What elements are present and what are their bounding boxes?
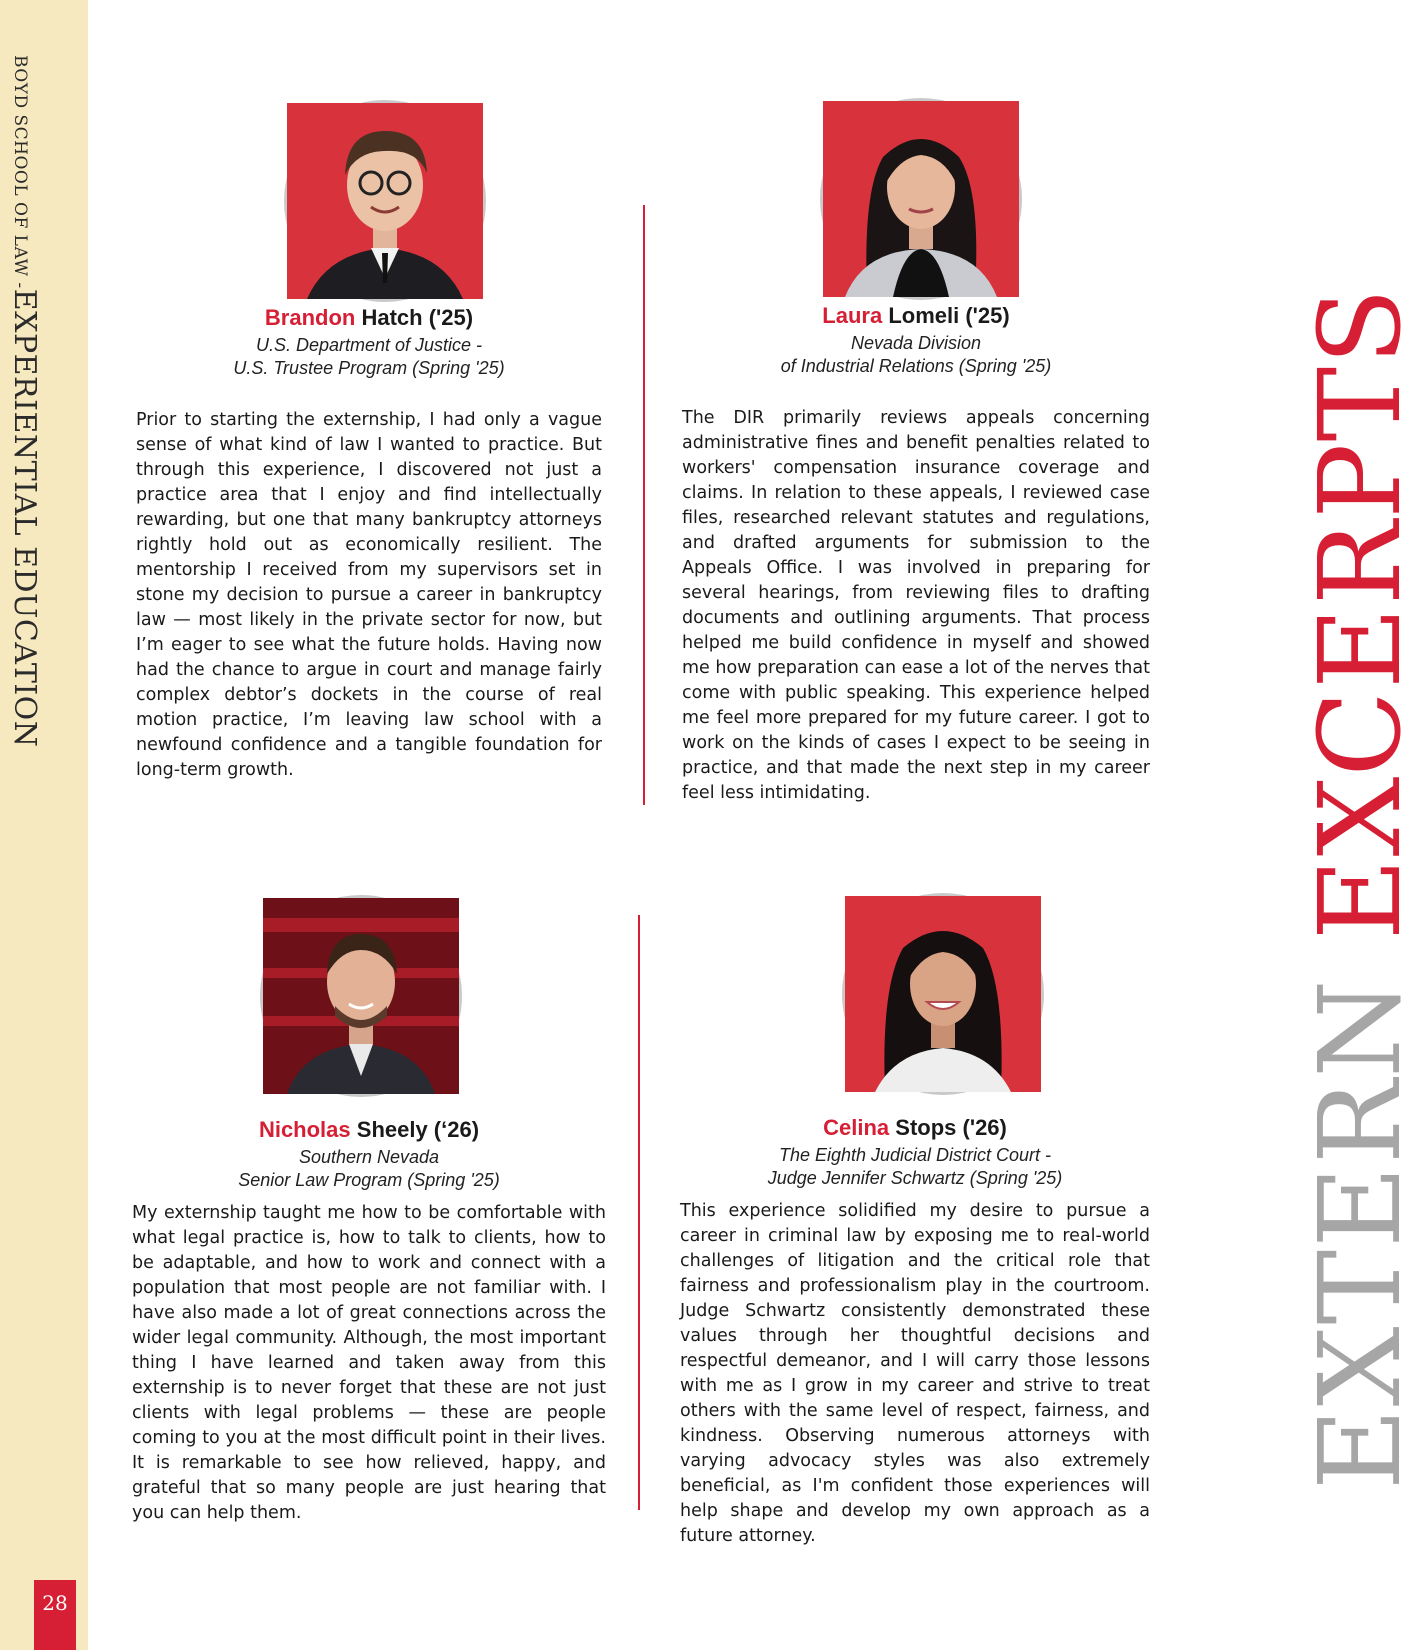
column-divider-bottom bbox=[638, 915, 640, 1510]
portrait-photo bbox=[260, 895, 462, 1097]
excerpt-body: This experience solidified my desire to pursue a career in criminal law by exposing me to real-world challenges of litigation and the critical role that fairness and professionalism play in the courtroom. Judge Schwartz consistently demonstrated these values through her thoughtful decisions and respectful demeanor, and I will carry those lessons with me as I grow in my career and strive to treat others with the same level of respect, fairness, and kindness. Observing numerous attorneys with varying advocacy styles was also extremely beneficial, as I'm confident those experiences will help shape and develop my own approach as a future attorney. bbox=[680, 1201, 1150, 1546]
school-name: BOYD SCHOOL OF LAW - bbox=[10, 55, 30, 289]
excerpt-role-line-1: Southern Nevada bbox=[298, 1147, 440, 1167]
page-number: 28 bbox=[34, 1580, 76, 1650]
excerpt-body: The DIR primarily reviews appeals concerning administrative fines and benefit penalties related to workers' compensation insurance coverage and claims. In relation to these appeals, I reviewed case files, researched relevant statutes and regulations, and drafted arguments for submission to the Appeals Office. I was involved in preparing for several hearings, from reviewing files to drafting documents and outlining arguments. That process helped me build confidence in myself and showed me how preparation can ease a lot of the nerves that come with public speaking. This experience helped me feel more prepared for my future career. I got to work on the kinds of cases I expect to be seeing in practice, and that made the next step in my career feel less intimidating. bbox=[682, 408, 1150, 803]
excerpt-card-hatch bbox=[136, 100, 602, 810]
first-name: Nicholas bbox=[258, 1117, 351, 1142]
portrait-photo bbox=[284, 100, 486, 302]
sidebar-heading bbox=[7, 55, 42, 748]
last-name: Lomeli ('25) bbox=[888, 303, 1010, 328]
excerpt-role-line-2: Judge Jennifer Schwartz (Spring '25) bbox=[767, 1168, 1063, 1188]
first-name: Laura bbox=[822, 303, 883, 328]
excerpt-role-line-2: of Industrial Relations (Spring '25) bbox=[780, 356, 1052, 376]
excerpt-name bbox=[136, 305, 602, 331]
excerpt-role-line-1: The Eighth Judicial District Court - bbox=[778, 1145, 1052, 1165]
excerpt-role-line-1: U.S. Department of Justice - bbox=[255, 335, 483, 355]
title-word-excerpts: EXCERPTS bbox=[1296, 286, 1426, 941]
excerpt-card-stops bbox=[680, 893, 1150, 1593]
portrait-photo bbox=[820, 98, 1022, 300]
page-title bbox=[1296, 286, 1426, 1490]
column-divider-top bbox=[643, 205, 645, 805]
last-name: Sheely (‘26) bbox=[356, 1117, 480, 1142]
excerpt-card-sheely bbox=[132, 895, 606, 1565]
excerpt-role-line-2: U.S. Trustee Program (Spring '25) bbox=[233, 358, 505, 378]
excerpt-role-line-2: Senior Law Program (Spring '25) bbox=[238, 1170, 500, 1190]
last-name: Stops ('26) bbox=[895, 1115, 1007, 1140]
last-name: Hatch ('25) bbox=[361, 305, 474, 330]
excerpt-role-line-1: Nevada Division bbox=[850, 333, 982, 353]
first-name: Brandon bbox=[264, 305, 356, 330]
section-name: EXPERIENTIAL EDUCATION bbox=[7, 288, 42, 748]
excerpt-card-lomeli bbox=[682, 98, 1150, 833]
sidebar bbox=[0, 0, 88, 1650]
excerpt-name bbox=[682, 303, 1150, 329]
portrait-photo bbox=[842, 893, 1044, 1095]
excerpt-body: My externship taught me how to be comfortable with what legal practice is, how to talk to clients, how to be adaptable, and how to work and connect with a population that most people are not familiar with. I have also made a lot of great connections across the wider legal community. Although, the most important thing I have learned and taken away from this externship is to never forget that these are not just clients with legal problems — these are people coming to you at the most difficult point in their lives. It is remarkable to see how relieved, happy, and grateful that so many people are just hearing that you can help them. bbox=[132, 1203, 606, 1523]
excerpt-name bbox=[680, 1115, 1150, 1141]
excerpt-name bbox=[132, 1117, 606, 1143]
title-word-extern: EXTERN bbox=[1296, 977, 1426, 1490]
excerpt-body: Prior to starting the externship, I had only a vague sense of what kind of law I wanted to practice. But through this experience, I discovered not just a practice area that I enjoy and find intellectually rewarding, but one that many bankruptcy attorneys rightly hold out as economically resilient. The mentorship I received from my supervisors set in stone my decision to pursue a career in bankruptcy law — most likely in the private sector for now, but I’m eager to see what the future holds. Having now had the chance to argue in court and manage fairly complex debtor’s dockets in the course of real motion practice, I’m leaving law school with a newfound confidence and a tangible foundation for long-term growth. bbox=[136, 410, 602, 780]
first-name: Celina bbox=[823, 1115, 890, 1140]
